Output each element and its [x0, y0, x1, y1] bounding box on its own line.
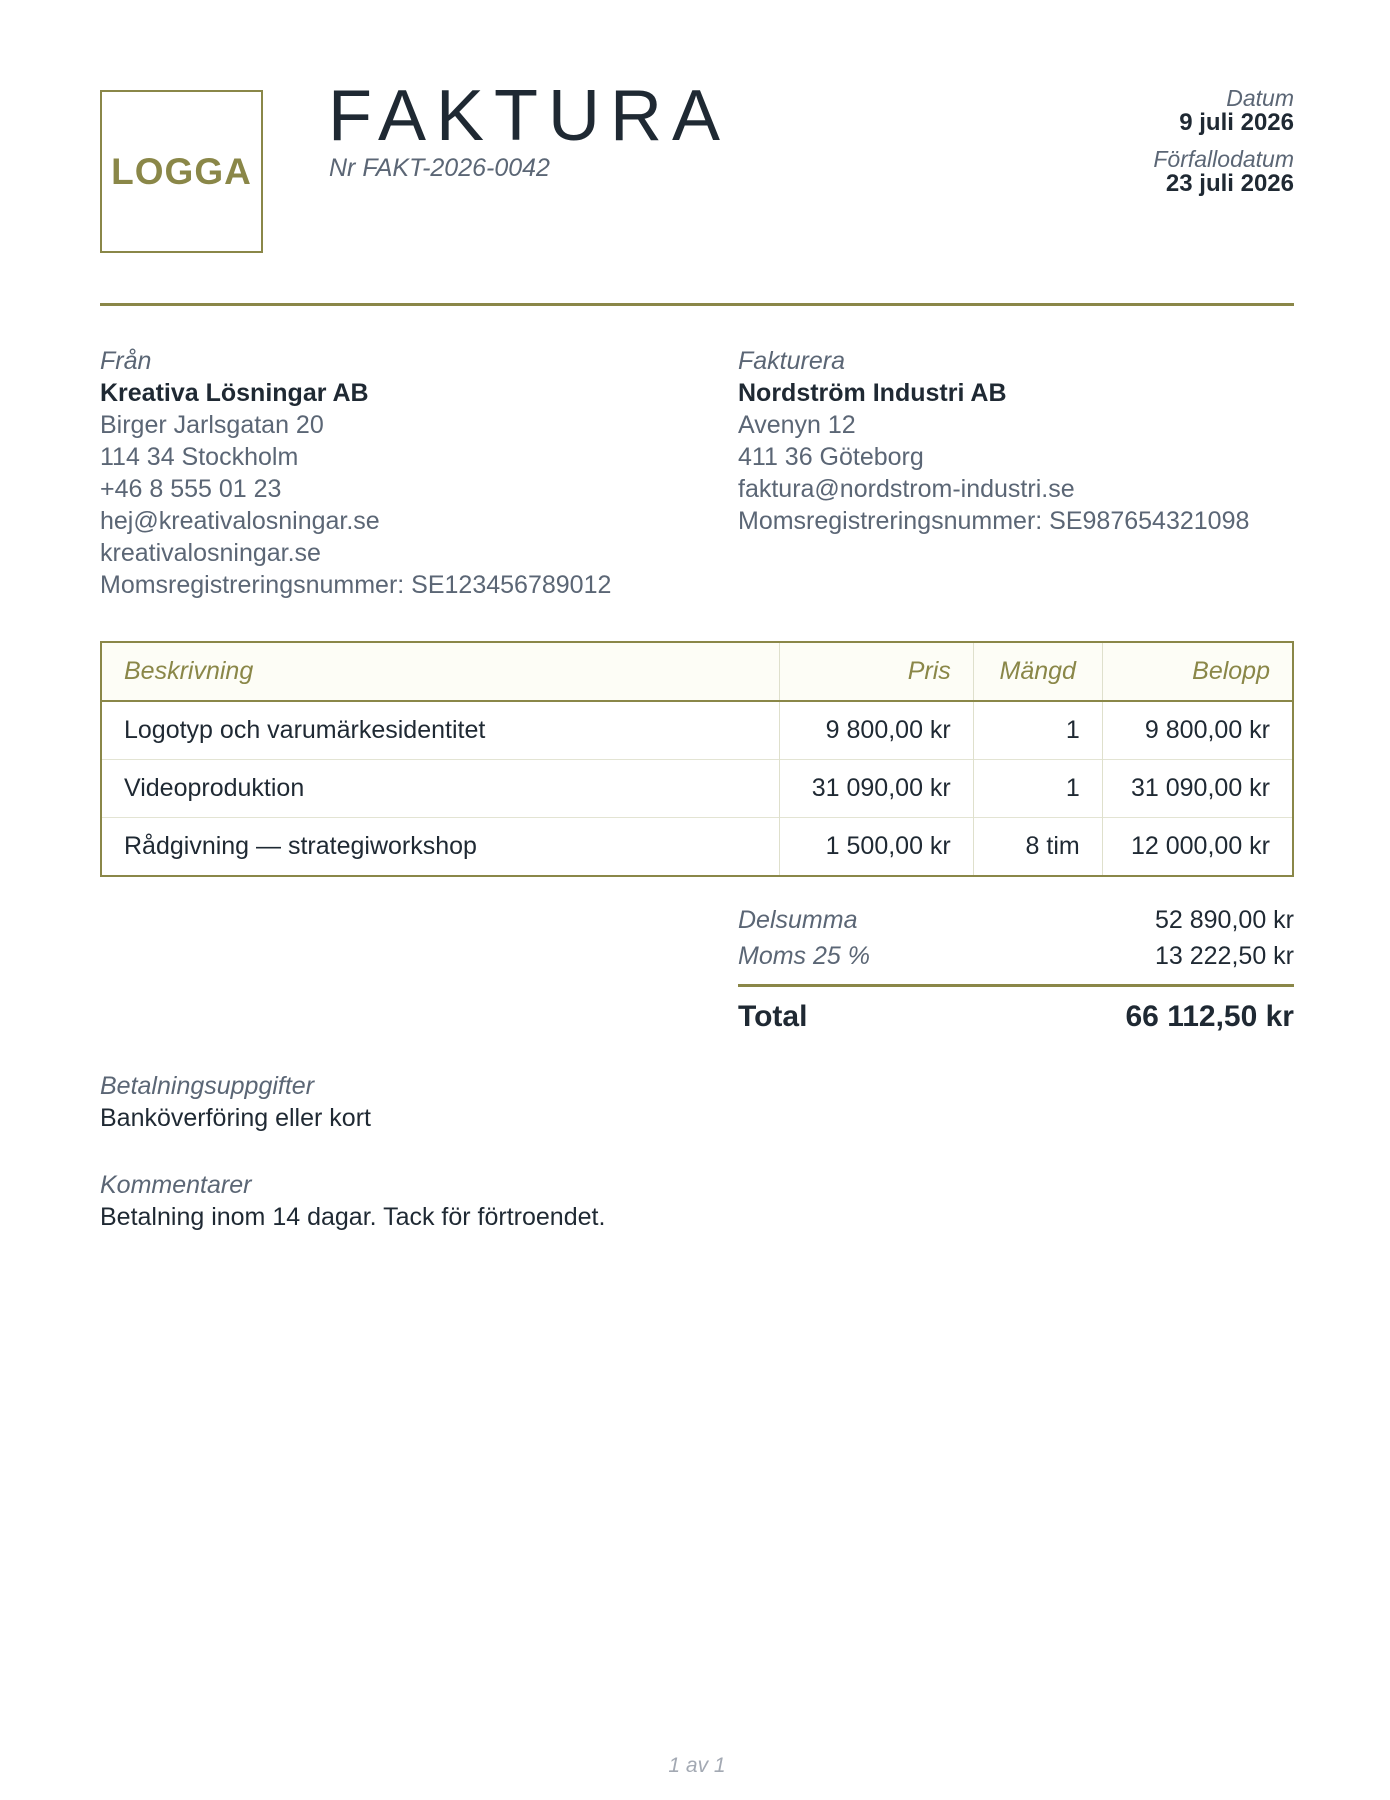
sender-address-line: Birger Jarlsgatan 20	[100, 411, 324, 439]
item-amount: 31 090,00 kr	[1102, 760, 1293, 818]
header-amount: Belopp	[1102, 642, 1293, 701]
header-quantity: Mängd	[973, 642, 1102, 701]
item-description: Logotyp och varumärkesidentitet	[124, 716, 486, 744]
sender-phone: +46 8 555 01 23	[100, 475, 282, 503]
table-row	[101, 818, 1293, 877]
logo-text: LOGGA	[111, 150, 252, 192]
due-date-value: 23 juli 2026	[1165, 169, 1294, 197]
comments-label: Kommentarer	[100, 1171, 252, 1199]
subtotal-row	[738, 902, 1294, 938]
recipient-address-line: Avenyn 12	[738, 411, 856, 439]
totals-divider	[738, 984, 1294, 987]
item-quantity: 1	[973, 701, 1102, 760]
sender-email: hej@kreativalosningar.se	[100, 507, 380, 535]
payment-details	[100, 1070, 371, 1134]
item-description: Rådgivning — strategiworkshop	[101, 818, 780, 877]
recipient-vat-number: Momsregistreringsnummer: SE987654321098	[738, 507, 1250, 535]
due-date-label: Förfallodatum	[1153, 145, 1294, 172]
sender-vat-number: Momsregistreringsnummer: SE123456789012	[100, 571, 612, 599]
date-value: 9 juli 2026	[1179, 109, 1294, 137]
header-description: Beskrivning	[101, 642, 780, 701]
recipient-name: Nordström Industri AB	[738, 379, 1007, 407]
item-price: 1 500,00 kr	[780, 818, 974, 877]
item-amount: 9 800,00 kr	[1102, 701, 1293, 760]
totals-block	[738, 902, 1294, 1037]
table-row	[101, 701, 1293, 760]
page-number: 1 av 1	[668, 1754, 726, 1777]
sender-label: Från	[100, 347, 152, 375]
subtotal-value: 52 890,00 kr	[1155, 906, 1294, 934]
subtotal-label: Delsumma	[738, 906, 858, 934]
table-header-row	[101, 642, 1293, 701]
comments-value: Betalning inom 14 dagar. Tack för förtroendet.	[100, 1203, 606, 1231]
payment-value: Banköverföring eller kort	[100, 1104, 371, 1132]
header-divider	[100, 303, 1294, 306]
recipient-block	[738, 345, 1249, 537]
date-label: Datum	[1226, 85, 1294, 111]
invoice-page	[100, 0, 1294, 1800]
table-row	[101, 760, 1293, 818]
header-price: Pris	[780, 642, 974, 701]
total-value: 66 112,50 kr	[1125, 1000, 1294, 1033]
invoice-dates	[1153, 86, 1294, 207]
line-items-table	[100, 641, 1294, 877]
item-description: Videoproduktion	[101, 760, 780, 818]
item-quantity: 1	[973, 760, 1102, 818]
total-label: Total	[738, 1000, 808, 1033]
item-amount: 12 000,00 kr	[1102, 818, 1293, 877]
item-price: 9 800,00 kr	[780, 701, 974, 760]
item-quantity: 8 tim	[973, 818, 1102, 877]
vat-value: 13 222,50 kr	[1155, 942, 1294, 970]
recipient-email: faktura@nordstrom-industri.se	[738, 475, 1075, 503]
recipient-label: Fakturera	[738, 347, 845, 375]
vat-row	[738, 938, 1294, 974]
sender-postal-line: 114 34 Stockholm	[100, 443, 299, 471]
sender-name: Kreativa Lösningar AB	[100, 379, 369, 407]
vat-label: Moms 25 %	[738, 942, 870, 970]
total-row	[738, 997, 1294, 1037]
invoice-number: Nr FAKT-2026-0042	[329, 154, 550, 182]
comments-section	[100, 1169, 605, 1233]
sender-block	[100, 345, 611, 601]
logo-placeholder	[100, 90, 263, 253]
invoice-title: FAKTURA	[328, 76, 731, 156]
recipient-postal-line: 411 36 Göteborg	[738, 443, 924, 471]
payment-label: Betalningsuppgifter	[100, 1072, 315, 1100]
item-price: 31 090,00 kr	[780, 760, 974, 818]
sender-website: kreativalosningar.se	[100, 539, 321, 567]
